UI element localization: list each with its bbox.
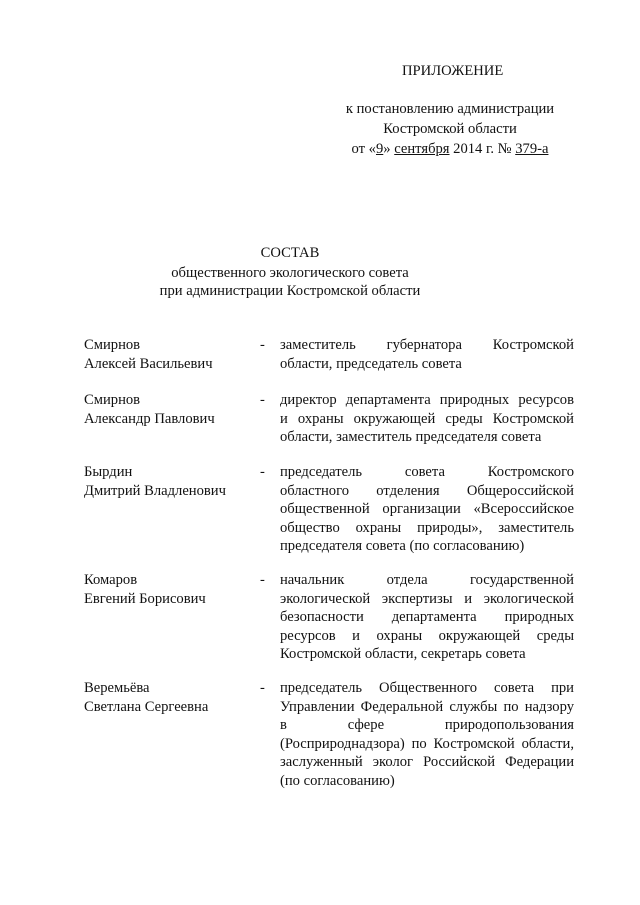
member-dash: - xyxy=(260,572,265,588)
member-role-line: директор департамента природных ресурсов xyxy=(280,392,574,408)
member-given-name: Евгений Борисович xyxy=(84,590,206,607)
member-full-name xyxy=(84,571,254,608)
member-role-line: председатель Общественного совета при xyxy=(280,680,574,696)
member-full-name xyxy=(84,336,254,373)
date-mid: » xyxy=(383,141,395,157)
member-role xyxy=(280,391,574,447)
member-role-line: и охраны окружающей среды Костромской xyxy=(280,410,574,427)
member-role xyxy=(280,571,574,664)
member-dash: - xyxy=(260,392,265,408)
member-role-line: экологической экспертизы и экологической xyxy=(280,590,574,607)
member-surname: Бырдин xyxy=(84,464,133,480)
member-given-name: Дмитрий Владленович xyxy=(84,482,226,499)
member-role-line: председатель совета Костромского xyxy=(280,464,574,480)
member-role xyxy=(280,336,574,373)
member-role-line: заместитель губернатора Костромской xyxy=(280,337,574,353)
member-role-line: области, заместитель председателя совета xyxy=(280,429,542,445)
member-role-line: ресурсов и охраны окружающей среды xyxy=(280,627,574,644)
member-full-name xyxy=(84,463,254,500)
member-surname: Смирнов xyxy=(84,337,141,353)
member-role-line: общество охраны природы», заместитель xyxy=(280,519,574,536)
member-given-name: Светлана Сергеевна xyxy=(84,698,209,715)
member-surname: Комаров xyxy=(84,572,138,588)
date-day: 9 xyxy=(375,141,384,157)
member-dash: - xyxy=(260,680,265,696)
heading-title: СОСТАВ xyxy=(260,245,320,261)
date-prefix: от « xyxy=(351,141,376,157)
member-role-line: области, председатель совета xyxy=(280,355,462,372)
member-full-name xyxy=(84,391,254,428)
resolution-number: 379-а xyxy=(515,141,549,157)
member-role-line: председателя совета (по согласованию) xyxy=(280,538,525,554)
member-given-name: Александр Павлович xyxy=(84,410,215,427)
annex-date-line xyxy=(330,141,570,158)
member-dash: - xyxy=(260,464,265,480)
member-role xyxy=(280,463,574,556)
annex-line-2: Костромской области xyxy=(383,121,517,137)
member-full-name xyxy=(84,679,254,716)
heading-line-2: общественного экологического совета xyxy=(171,265,409,281)
member-role-line: заслуженный эколог Российской Федерации xyxy=(280,754,574,770)
date-year-no: 2014 г. № xyxy=(449,141,516,157)
annex-title: ПРИЛОЖЕНИЕ xyxy=(402,63,504,79)
member-surname: Смирнов xyxy=(84,392,141,408)
member-role xyxy=(280,679,574,790)
member-role-line: (Росприроднадзора) по Костромской области, xyxy=(280,735,574,752)
member-given-name: Алексей Васильевич xyxy=(84,355,213,372)
member-role-line: общественной организации «Всероссийское xyxy=(280,501,574,517)
member-surname: Веремьёва xyxy=(84,680,150,696)
member-role-line: безопасности департамента природных xyxy=(280,609,574,625)
member-dash: - xyxy=(260,337,265,353)
member-role-line: (по согласованию) xyxy=(280,772,395,789)
member-role-line: Управлении Федеральной службы по надзору xyxy=(280,698,574,715)
heading-line-3: при администрации Костромской области xyxy=(159,283,421,299)
member-role-line: в сфере природопользования xyxy=(280,717,574,733)
annex-line-1: к постановлению администрации xyxy=(345,101,555,117)
date-month: сентября xyxy=(394,141,450,157)
member-role-line: Костромской области, секретарь совета xyxy=(280,646,526,662)
member-role-line: начальник отдела государственной xyxy=(280,572,574,588)
member-role-line: областного отделения Общероссийской xyxy=(280,482,574,499)
